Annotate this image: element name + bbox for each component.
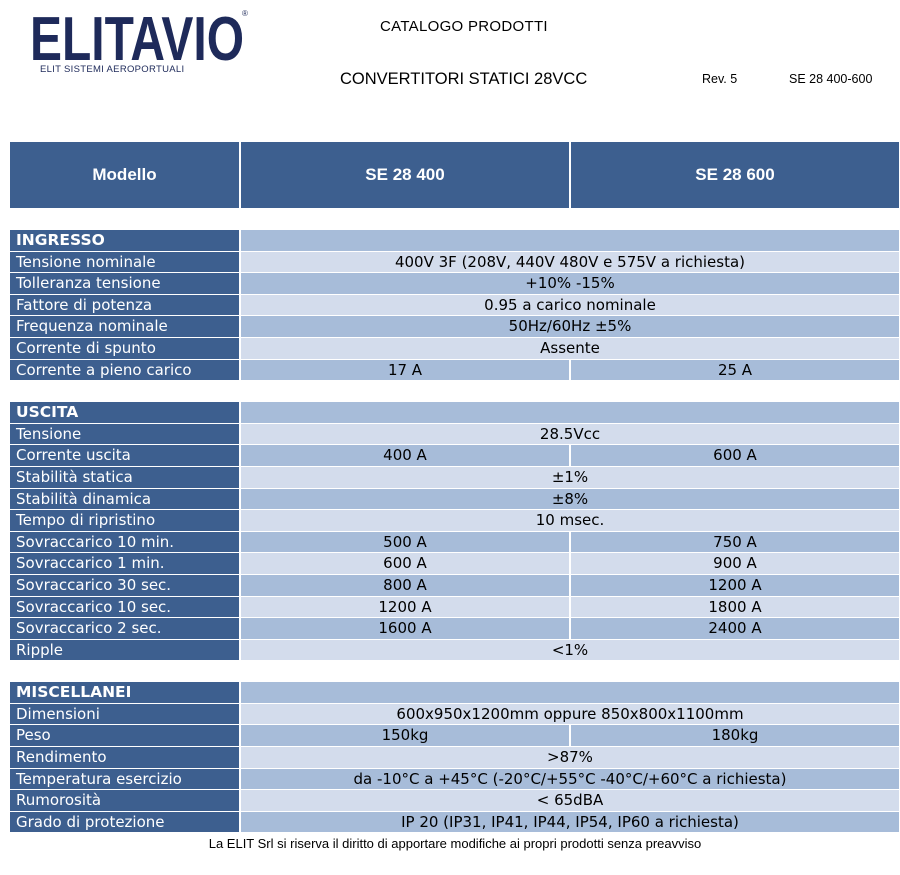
spec-value: da -10°C a +45°C (-20°C/+55°C -40°C/+60°C a richiesta) xyxy=(241,769,899,791)
model-header-row xyxy=(10,142,899,208)
spec-label: Fattore di potenza xyxy=(10,295,239,317)
spec-value-model-a: 500 A xyxy=(241,532,569,554)
spec-value-model-b: 1800 A xyxy=(571,597,899,619)
spec-value: 10 msec. xyxy=(241,510,899,532)
section-header-row xyxy=(10,682,899,704)
spec-value-model-b: 25 A xyxy=(571,360,899,382)
spec-label: Tolleranza tensione xyxy=(10,273,239,295)
spec-value: >87% xyxy=(241,747,899,769)
spec-label: Corrente uscita xyxy=(10,445,239,467)
product-code: SE 28 400-600 xyxy=(789,72,873,86)
spec-table xyxy=(10,230,899,854)
spec-label: Frequenza nominale xyxy=(10,316,239,338)
spec-row xyxy=(10,273,899,295)
section-header-fill xyxy=(241,402,899,424)
spec-label: Sovraccarico 30 sec. xyxy=(10,575,239,597)
spec-value: 28.5Vcc xyxy=(241,424,899,446)
catalog-heading: CATALOGO PRODOTTI xyxy=(380,18,548,35)
spec-value-model-a: 400 A xyxy=(241,445,569,467)
spec-label: Rendimento xyxy=(10,747,239,769)
spec-label: Rumorosità xyxy=(10,790,239,812)
spec-label: Sovraccarico 10 min. xyxy=(10,532,239,554)
spec-label: Tempo di ripristino xyxy=(10,510,239,532)
spec-row xyxy=(10,252,899,274)
spec-row xyxy=(10,618,899,640)
spec-value: Assente xyxy=(241,338,899,360)
section-title: USCITA xyxy=(10,402,239,424)
spec-row xyxy=(10,812,899,834)
spec-row xyxy=(10,532,899,554)
spec-row xyxy=(10,575,899,597)
spec-value: 600x950x1200mm oppure 850x800x1100mm xyxy=(241,704,899,726)
spec-value-model-a: 600 A xyxy=(241,553,569,575)
spec-value-model-b: 2400 A xyxy=(571,618,899,640)
spec-value-model-a: 150kg xyxy=(241,725,569,747)
spec-value: +10% -15% xyxy=(241,273,899,295)
spec-value: ±1% xyxy=(241,467,899,489)
section-title: MISCELLANEI xyxy=(10,682,239,704)
spec-value-model-b: 180kg xyxy=(571,725,899,747)
spec-row xyxy=(10,338,899,360)
spec-value-model-a: 17 A xyxy=(241,360,569,382)
section-header-row xyxy=(10,402,899,424)
spec-row xyxy=(10,510,899,532)
section-header-fill xyxy=(241,230,899,252)
spec-label: Corrente di spunto xyxy=(10,338,239,360)
model-a-cell: SE 28 400 xyxy=(241,142,569,208)
logo-subtitle: ELIT SISTEMI AEROPORTUALI xyxy=(40,64,185,75)
spec-value-model-a: 1200 A xyxy=(241,597,569,619)
footer-disclaimer: La ELIT Srl si riserva il diritto di apportare modifiche ai propri prodotti senza preavviso xyxy=(208,836,702,851)
spec-value: 400V 3F (208V, 440V 480V e 575V a richiesta) xyxy=(241,252,899,274)
spec-value: < 65dBA xyxy=(241,790,899,812)
spec-value-model-b: 750 A xyxy=(571,532,899,554)
spec-row xyxy=(10,445,899,467)
spec-label: Temperatura esercizio xyxy=(10,769,239,791)
spec-row xyxy=(10,640,899,662)
spec-row xyxy=(10,316,899,338)
spec-label: Dimensioni xyxy=(10,704,239,726)
model-b-cell: SE 28 600 xyxy=(571,142,899,208)
spec-value: <1% xyxy=(241,640,899,662)
spec-row xyxy=(10,295,899,317)
spec-row xyxy=(10,704,899,726)
section-header-fill xyxy=(241,682,899,704)
spec-label: Sovraccarico 1 min. xyxy=(10,553,239,575)
spec-value-model-a: 800 A xyxy=(241,575,569,597)
spec-row xyxy=(10,489,899,511)
spec-row xyxy=(10,553,899,575)
spec-label: Grado di protezione xyxy=(10,812,239,834)
spec-label: Stabilità dinamica xyxy=(10,489,239,511)
spec-row xyxy=(10,360,899,382)
spec-label: Sovraccarico 2 sec. xyxy=(10,618,239,640)
spec-value: IP 20 (IP31, IP41, IP44, IP54, IP60 a richiesta) xyxy=(241,812,899,834)
section-title: INGRESSO xyxy=(10,230,239,252)
spec-row xyxy=(10,747,899,769)
spec-value-model-b: 600 A xyxy=(571,445,899,467)
logo-wordmark: ELITAVIO xyxy=(30,6,244,66)
spec-row xyxy=(10,597,899,619)
spec-value-model-b: 1200 A xyxy=(571,575,899,597)
spec-row xyxy=(10,467,899,489)
document-title: CONVERTITORI STATICI 28VCC xyxy=(340,70,588,88)
spec-label: Sovraccarico 10 sec. xyxy=(10,597,239,619)
spec-label: Tensione nominale xyxy=(10,252,239,274)
spec-row xyxy=(10,790,899,812)
spec-label: Tensione xyxy=(10,424,239,446)
spec-value-model-b: 900 A xyxy=(571,553,899,575)
spec-value: ±8% xyxy=(241,489,899,511)
svg-text:®: ® xyxy=(242,9,248,18)
spec-section xyxy=(10,402,899,661)
spec-section xyxy=(10,682,899,833)
section-header-row xyxy=(10,230,899,252)
spec-label: Corrente a pieno carico xyxy=(10,360,239,382)
spec-value-model-a: 1600 A xyxy=(241,618,569,640)
spec-row xyxy=(10,769,899,791)
spec-value: 0.95 a carico nominale xyxy=(241,295,899,317)
spec-label: Peso xyxy=(10,725,239,747)
revision-label: Rev. 5 xyxy=(702,72,738,86)
model-label-cell: Modello xyxy=(10,142,239,208)
elitavio-logo-graphic xyxy=(30,6,250,66)
spec-value: 50Hz/60Hz ±5% xyxy=(241,316,899,338)
spec-row xyxy=(10,725,899,747)
spec-section xyxy=(10,230,899,381)
spec-label: Ripple xyxy=(10,640,239,662)
spec-label: Stabilità statica xyxy=(10,467,239,489)
spec-row xyxy=(10,424,899,446)
